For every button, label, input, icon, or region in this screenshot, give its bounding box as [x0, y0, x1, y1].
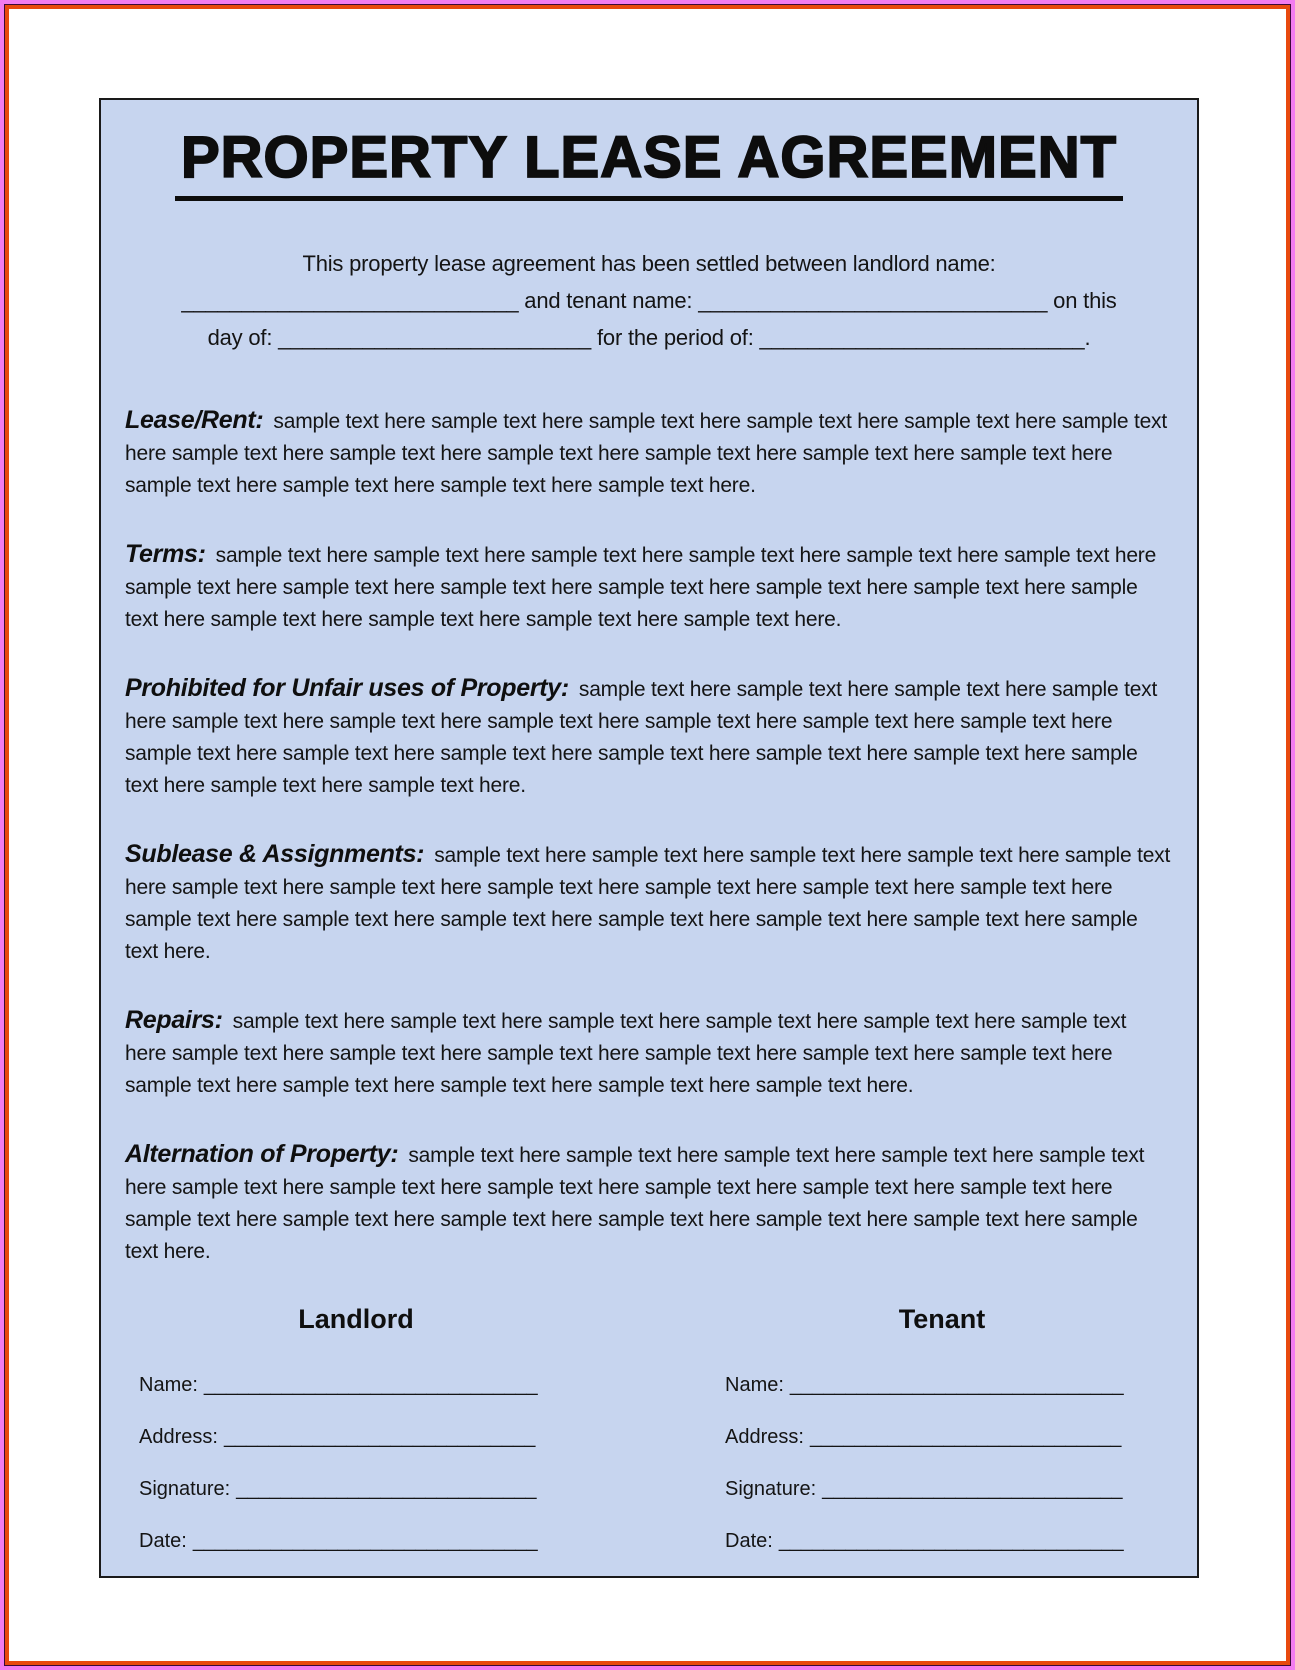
landlord-field-address	[139, 1423, 573, 1451]
blank-line: _______________________________	[192, 1530, 538, 1552]
intro-paragraph	[125, 245, 1173, 356]
field-label: Name:	[139, 1374, 198, 1396]
tenant-column	[725, 1304, 1159, 1578]
field-label: Signature:	[139, 1478, 231, 1500]
section-heading: Lease/Rent:	[125, 406, 264, 434]
blank-line: ____________________________	[809, 1426, 1122, 1448]
intro-line: day of: __________________________ for the period of: ___________________________.	[207, 325, 1091, 350]
blank-line: ______________________________	[203, 1374, 538, 1396]
blank-line: ______________________________	[789, 1374, 1124, 1396]
field-label: Address:	[725, 1426, 804, 1448]
section-body: sample text here sample text here sample text here sample text here sample text here sample text here sample text here sample text here sample text here sample text here sample text here sample text here sample text here sample text here sample text here sample text here sample text here.	[125, 1010, 1127, 1097]
landlord-field-signature	[139, 1475, 573, 1503]
sections-list	[125, 404, 1173, 1268]
blank-line: ___________________________	[236, 1478, 537, 1500]
landlord-field-name	[139, 1371, 573, 1399]
document-panel	[99, 98, 1199, 1578]
section-body: sample text here sample text here sample text here sample text here sample text here sample text here sample text here sample text here sample text here sample text here sample text here sample text here sample text here sample text here sample text here sample text here sample text here sample text here.	[125, 1144, 1145, 1263]
intro-line: ____________________________ and tenant name: _____________________________ on this	[181, 288, 1117, 313]
section-heading: Sublease & Assignments:	[125, 840, 425, 868]
section-sublease-assignments	[125, 838, 1173, 968]
blank-line: _______________________________	[778, 1530, 1124, 1552]
tenant-field-date	[725, 1527, 1159, 1555]
section-heading: Repairs:	[125, 1006, 223, 1034]
blank-line: ____________________________	[223, 1426, 536, 1448]
page-title-text: PROPERTY LEASE AGREEMENT	[175, 124, 1123, 201]
landlord-column	[139, 1304, 573, 1578]
field-label: Date:	[139, 1530, 187, 1552]
tenant-column-title: Tenant	[898, 1304, 986, 1334]
field-label: Signature:	[725, 1478, 817, 1500]
section-lease-rent	[125, 404, 1173, 502]
section-body: sample text here sample text here sample text here sample text here sample text here sample text here sample text here sample text here sample text here sample text here sample text here sample text here sample text here sample text here sample text here sample text here sample text here sample text here sample text here.	[125, 678, 1158, 797]
page-title	[125, 124, 1173, 201]
section-alternation-of-property	[125, 1138, 1173, 1268]
section-repairs	[125, 1004, 1173, 1102]
landlord-column-title: Landlord	[298, 1304, 414, 1334]
field-label: Name:	[725, 1374, 784, 1396]
field-label: Date:	[725, 1530, 773, 1552]
field-label: Address:	[139, 1426, 218, 1448]
section-heading: Alternation of Property:	[125, 1140, 399, 1168]
section-body: sample text here sample text here sample text here sample text here sample text here sample text here sample text here sample text here sample text here sample text here sample text here sample text here sample text here sample text here sample text here sample text here sample text here sample text here.	[125, 844, 1171, 963]
tenant-field-name	[725, 1371, 1159, 1399]
landlord-field-date	[139, 1527, 573, 1555]
tenant-field-address	[725, 1423, 1159, 1451]
signature-grid	[139, 1304, 1159, 1578]
tenant-field-signature	[725, 1475, 1159, 1503]
section-heading: Terms:	[125, 540, 206, 568]
section-prohibited-uses	[125, 672, 1173, 802]
section-body: sample text here sample text here sample text here sample text here sample text here sample text here sample text here sample text here sample text here sample text here sample text here sample text here sample text here sample text here sample text here sample text here.	[125, 410, 1167, 497]
section-body: sample text here sample text here sample text here sample text here sample text here sample text here sample text here sample text here sample text here sample text here sample text here sample text here sample text here sample text here sample text here sample text here sample text here.	[125, 544, 1157, 631]
section-terms	[125, 538, 1173, 636]
intro-line: This property lease agreement has been settled between landlord name:	[302, 251, 996, 276]
signature-area	[125, 1304, 1173, 1578]
blank-line: ___________________________	[822, 1478, 1123, 1500]
section-heading: Prohibited for Unfair uses of Property:	[125, 674, 569, 702]
